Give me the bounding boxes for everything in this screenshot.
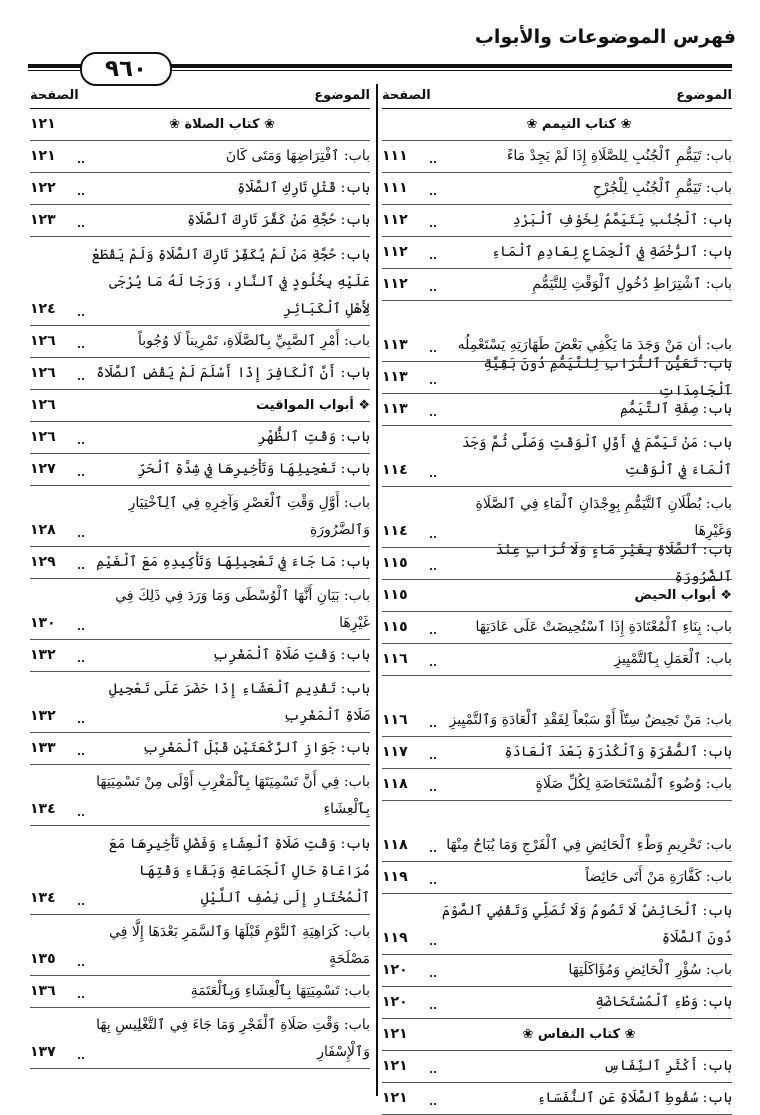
entry-page: ١١٦ bbox=[382, 712, 408, 728]
entry-page: ١٣٤ bbox=[30, 890, 56, 906]
index-entry bbox=[382, 426, 732, 487]
entry-title: باب: بَيَانِ أَنَّهَا ٱلْوُسْطَى وَمَا وَرَدَ فِي ذَلِكَ فِي غَيْرِهَا bbox=[115, 588, 370, 631]
leader-dots bbox=[78, 314, 84, 316]
leader-dots bbox=[78, 474, 84, 476]
entry-page: ١٣٢ bbox=[30, 647, 56, 663]
entry-title: ❖ أبواب الحيض bbox=[634, 588, 732, 603]
entry-title: باب: صِفَةِ ٱلتَّيَمُّمِ bbox=[619, 401, 732, 417]
right-entries bbox=[382, 109, 732, 1115]
entry-title: باب: وَقْتِ ٱلظُّهْرِ bbox=[257, 429, 370, 445]
entry-page: ١١٥ bbox=[382, 619, 408, 635]
leader-dots bbox=[78, 903, 84, 905]
entry-page: ١٣٢ bbox=[30, 708, 56, 724]
entry-page: ١١٣ bbox=[382, 401, 408, 417]
entry-page: ١٢٢ bbox=[30, 180, 56, 196]
page-header: الصفحة bbox=[30, 88, 79, 103]
entry-title: باب: وَقْتِ صَلَاةِ ٱلْعِشَاءِ وَفَضْلِ تَأْخِيرِهَا مَعَ مُرَاعَاةِ حَالِ ٱلْجَمَاعَةِ وَبَقَاءِ وَقْتِهَا ٱلْمُخْتَارِ إِلَى نِصْفِ ٱللَّيْلِ bbox=[108, 836, 370, 906]
entry-page: ١١٨ bbox=[382, 837, 408, 853]
index-entry bbox=[30, 1008, 370, 1069]
entry-title: باب: مَنْ تَيَمَّمَ فِي أَوَّلِ ٱلْوَقْتِ وَصَلَّى ثُمَّ وَجَدَ ٱلْمَاءَ فِي ٱلْوَقْتِ bbox=[461, 435, 732, 478]
leader-dots bbox=[430, 382, 436, 384]
leader-dots bbox=[78, 1057, 84, 1059]
index-entry bbox=[382, 394, 732, 426]
index-entry bbox=[382, 1083, 732, 1115]
section-heading bbox=[30, 109, 370, 141]
entry-page: ١١٨ bbox=[382, 776, 408, 792]
entry-title: باب: ٱفْتِرَاضِهَا وَمَتَى كَانَ bbox=[225, 148, 370, 164]
leader-dots bbox=[78, 535, 84, 537]
entry-title: باب: مَنْ تَحِيضُ سِتّاً أَوْ سَبْعاً لِفَقْدِ ٱلْعَادَةِ وَٱلتَّمْيِيزِ bbox=[449, 712, 732, 728]
page-number: ٩٦٠ bbox=[80, 52, 172, 86]
entry-page: ١١٩ bbox=[382, 930, 408, 946]
leader-dots bbox=[430, 664, 436, 666]
leader-dots bbox=[430, 1071, 436, 1073]
leader-dots bbox=[78, 161, 84, 163]
leader-dots bbox=[430, 882, 436, 884]
index-entry bbox=[382, 541, 732, 585]
entry-page: ١١٣ bbox=[382, 369, 408, 385]
entry-title: باب: وَقْتِ صَلَاةِ ٱلْمَغْرِبِ bbox=[212, 647, 370, 663]
entry-page: ١١٩ bbox=[382, 869, 408, 885]
leader-dots bbox=[430, 757, 436, 759]
index-entry bbox=[382, 769, 732, 801]
entry-page: ١٢٧ bbox=[30, 461, 56, 477]
index-entry bbox=[30, 205, 370, 237]
index-entry bbox=[382, 205, 732, 237]
index-entry bbox=[30, 976, 370, 1008]
leader-dots bbox=[430, 850, 436, 852]
right-column bbox=[382, 82, 732, 1115]
leader-dots bbox=[78, 193, 84, 195]
index-entry bbox=[30, 765, 370, 826]
index-entry bbox=[30, 237, 370, 326]
leader-dots bbox=[430, 789, 436, 791]
entry-page: ١٣٧ bbox=[30, 1044, 56, 1060]
entry-title: باب: تَقْدِيمِ ٱلْعَشَاءِ إِذَا حَضَرَ عَلَى تَعْجِيلِ صَلَاةِ ٱلْمَغْرِبِ bbox=[108, 681, 370, 724]
index-entry bbox=[382, 1051, 732, 1083]
leader-dots bbox=[430, 350, 436, 352]
entry-title: باب: قَتْلِ تَارِكِ ٱلصَّلَاةِ bbox=[237, 180, 370, 196]
entry-title: باب: أَنَّ ٱلْكَافِرَ إِذَا أَسْلَمَ لَمْ يَقْضِ ٱلصَّلَاةَ bbox=[96, 365, 370, 381]
leader-dots bbox=[430, 475, 436, 477]
leader-dots bbox=[78, 753, 84, 755]
index-entry bbox=[30, 422, 370, 454]
entry-page: ١١٦ bbox=[382, 651, 408, 667]
index-entry bbox=[30, 326, 370, 358]
entry-page: ١١٣ bbox=[382, 337, 408, 353]
entry-title: باب: حُجَّةِ مَنْ كَفَّرَ تَارِكَ ٱلصَّلَاةِ bbox=[187, 212, 370, 228]
entry-title: باب: مَا جَاءَ فِي تَعْجِيلِهَا وَتَأْكِيدِهِ مَعَ ٱلْغَيْمِ bbox=[96, 554, 370, 570]
entry-title: باب: ٱشْتِرَاطِ دُخُولِ ٱلْوَقْتِ لِلتَّيَمُّمِ bbox=[532, 276, 732, 292]
entry-title: ❀ كتاب النفاس ❀ bbox=[522, 1027, 636, 1042]
entry-page: ١٣٦ bbox=[30, 983, 56, 999]
entry-page: ١٣٤ bbox=[30, 801, 56, 817]
entry-page: ١٢١ bbox=[30, 116, 56, 132]
entry-title: باب: سُؤْرِ ٱلْحَائِضِ وَمُؤَاكَلَتِهَا bbox=[568, 962, 732, 978]
index-entry bbox=[382, 894, 732, 955]
entry-title: ❀ كتاب الصلاة ❀ bbox=[169, 117, 275, 132]
entry-title: باب: ٱلْعَمَلِ بِٱلتَّمْيِيزِ bbox=[614, 651, 732, 667]
entry-page: ١٢١ bbox=[382, 1090, 408, 1106]
entry-title: باب: ٱلْجُنُبِ يَتَيَمَّمُ لِخَوْفِ ٱلْبَرْدِ bbox=[512, 212, 732, 228]
leader-dots bbox=[78, 996, 84, 998]
entry-title: باب: تَحْرِيمِ وَطْءِ ٱلْحَائِضِ فِي ٱلْفَرْجِ وَمَا يُبَاحُ مِنْهَا bbox=[446, 837, 732, 853]
leader-dots bbox=[78, 378, 84, 380]
section-heading bbox=[382, 109, 732, 141]
entry-title: باب: بِنَاءِ ٱلْمُعْتَادَةِ إِذَا ٱسْتُحِيضَتْ عَلَى عَادَتِهَا bbox=[475, 619, 732, 635]
right-column-header bbox=[382, 82, 732, 109]
running-title: فهرس الموضوعات والأبواب bbox=[474, 26, 736, 48]
entry-page: ١١١ bbox=[382, 148, 408, 164]
entry-page: ١٢٠ bbox=[382, 994, 408, 1010]
entry-title: باب: فِي أَنَّ تَسْمِيَتَهَا بِٱلْمَغْرِبِ أَوْلَى مِنْ تَسْمِيَتِهَا بِٱلْعِشَاءِ bbox=[96, 774, 370, 817]
index-entry bbox=[382, 987, 732, 1019]
index-entry bbox=[382, 173, 732, 205]
entry-page: ١١٥ bbox=[382, 555, 408, 571]
leader-dots bbox=[78, 225, 84, 227]
index-entry bbox=[30, 486, 370, 547]
topic-header: الموضوع bbox=[676, 88, 732, 103]
index-entry bbox=[382, 355, 732, 399]
leader-dots bbox=[78, 628, 84, 630]
left-entries bbox=[30, 109, 370, 1069]
index-entry bbox=[382, 269, 732, 301]
leader-dots bbox=[430, 975, 436, 977]
index-entry bbox=[382, 612, 732, 644]
index-entry bbox=[382, 955, 732, 987]
entry-title: باب: أَوَّلِ وَقْتِ ٱلْعَصْرِ وَآخِرِهِ فِي ٱلِٱخْتِيَارِ وَٱلضَّرُورَةِ bbox=[128, 495, 370, 538]
leader-dots bbox=[78, 814, 84, 816]
index-entry bbox=[30, 454, 370, 486]
entry-title: باب: كَفَّارَةِ مَنْ أَتَى حَائِضاً bbox=[585, 869, 732, 885]
entry-title: باب: تَسْمِيَتِهَا بِٱلْعِشَاءِ وَبِٱلْعَتَمَةِ bbox=[190, 983, 370, 999]
entry-page: ١٢٦ bbox=[30, 397, 56, 413]
entry-title: باب: ٱلصُّفْرَةِ وَٱلْكُدْرَةِ بَعْدَ ٱلْعَادَةِ bbox=[504, 744, 732, 760]
index-entry bbox=[30, 358, 370, 390]
index-entry bbox=[30, 915, 370, 976]
index-entry bbox=[30, 640, 370, 672]
entry-title: باب: جَوَازِ ٱلرَّكْعَتَيْنِ قَبْلَ ٱلْمَغْرِبِ bbox=[142, 740, 370, 756]
entry-page: ١٢٦ bbox=[30, 333, 56, 349]
entry-title: باب: وَطْءِ ٱلْمُسْتَحَاضَةِ bbox=[595, 994, 732, 1010]
entry-page: ١١٧ bbox=[382, 744, 408, 760]
entry-title: باب: بُطْلَانِ ٱلتَّيَمُّمِ بِوِجْدَانِ ٱلْمَاءِ فِي ٱلصَّلَاةِ وَغَيْرِهَا bbox=[475, 496, 732, 539]
entry-page: ١٢١ bbox=[382, 1026, 408, 1042]
entry-page: ١١٤ bbox=[382, 523, 408, 539]
entry-page: ١٢٩ bbox=[30, 554, 56, 570]
subsection-heading bbox=[382, 580, 732, 612]
index-entry bbox=[382, 644, 732, 676]
entry-title: باب: ٱلرُّخْصَةِ فِي ٱلْجِمَاعِ لِعَادِمِ ٱلْمَاءِ bbox=[491, 244, 732, 260]
entry-title: باب: وَقْتِ صَلَاةِ ٱلْفَجْرِ وَمَا جَاءَ فِي ٱلتَّغْلِيسِ بِهَا وَٱلْإِسْفَارِ bbox=[96, 1017, 370, 1060]
index-entry bbox=[30, 672, 370, 733]
leader-dots bbox=[430, 1103, 436, 1105]
entry-page: ١٢١ bbox=[30, 148, 56, 164]
entry-title: باب: سُقُوطِ ٱلصَّلَاةِ عَنِ ٱلنُّفَسَاءِ bbox=[537, 1090, 732, 1106]
leader-dots bbox=[78, 964, 84, 966]
leader-dots bbox=[78, 346, 84, 348]
entry-title: باب: حُجَّةِ مَنْ لَمْ يُكَفِّرْ تَارِكَ ٱلصَّلَاةِ وَلَمْ يَقْطَعْ عَلَيْهِ بِخُلُودٍ فِي ٱلنَّارِ، وَرَجَا لَهُ مَا يُرْجَى لِأَهْلِ ٱلْكَبَائِرِ bbox=[91, 247, 370, 317]
leader-dots bbox=[430, 1007, 436, 1009]
entry-title: باب: وُضُوءِ ٱلْمُسْتَحَاضَةِ لِكُلِّ صَلَاةٍ bbox=[535, 776, 732, 792]
leader-dots bbox=[430, 257, 436, 259]
index-entry bbox=[30, 579, 370, 640]
entry-page: ١١٢ bbox=[382, 244, 408, 260]
leader-dots bbox=[430, 414, 436, 416]
page-header: الصفحة bbox=[382, 88, 431, 103]
entry-page: ١١١ bbox=[382, 180, 408, 196]
left-column bbox=[30, 82, 370, 1069]
leader-dots bbox=[430, 632, 436, 634]
leader-dots bbox=[78, 721, 84, 723]
entry-title: باب: أَمْرِ ٱلصَّبِيِّ بِٱلصَّلَاةِ، تَمْرِيناً لَا وُجُوباً bbox=[138, 333, 370, 349]
section-heading bbox=[382, 1019, 732, 1051]
index-entry bbox=[382, 801, 732, 862]
entry-title: باب: تَيَمُّمِ ٱلْجُنُبِ لِلصَّلَاةِ إِذَا لَمْ يَجِدْ مَاءً bbox=[506, 148, 732, 164]
entry-title: باب: ٱلصَّلَاةِ بِغَيْرِ مَاءٍ وَلَا تُرَابٍ عِنْدَ ٱلضَّرُورَةِ bbox=[495, 541, 732, 585]
entry-title: باب: تَعَيُّنِ ٱلتُّرَابِ لِلتَّيَمُّمِ دُونَ بَقِيَّةِ ٱلْجَامِدَاتِ bbox=[483, 355, 732, 399]
entry-page: ١١٥ bbox=[382, 587, 408, 603]
index-entry bbox=[30, 141, 370, 173]
entry-page: ١٢٦ bbox=[30, 429, 56, 445]
entry-title: باب: أَكْثَرِ ٱلنِّفَاسِ bbox=[603, 1058, 732, 1074]
entry-page: ١٣٣ bbox=[30, 740, 56, 756]
entry-page: ١٢٠ bbox=[382, 962, 408, 978]
leader-dots bbox=[430, 161, 436, 163]
entry-page: ١١٢ bbox=[382, 212, 408, 228]
index-entry bbox=[382, 676, 732, 737]
entry-page: ١٢٤ bbox=[30, 301, 56, 317]
index-entry bbox=[30, 826, 370, 915]
leader-dots bbox=[78, 567, 84, 569]
index-entry bbox=[382, 237, 732, 269]
index-entry bbox=[382, 862, 732, 894]
entry-title: باب: تَيَمُّمِ ٱلْجُنُبِ لِلْجُرْحِ bbox=[592, 180, 732, 196]
entry-page: ١٢٨ bbox=[30, 522, 56, 538]
entry-page: ١١٤ bbox=[382, 462, 408, 478]
entry-page: ١٣٥ bbox=[30, 951, 56, 967]
leader-dots bbox=[430, 289, 436, 291]
entry-page: ١٢١ bbox=[382, 1058, 408, 1074]
entry-title: باب: كَرَاهِيَةِ ٱلنَّوْمِ قَبْلَهَا وَٱلسَّمَرِ بَعْدَهَا إِلَّا فِي مَصْلَحَةٍ bbox=[109, 924, 370, 967]
entry-title: ❀ كتاب التيمم ❀ bbox=[526, 117, 632, 132]
index-entry bbox=[30, 547, 370, 579]
leader-dots bbox=[430, 225, 436, 227]
topic-header: الموضوع bbox=[314, 88, 370, 103]
leader-dots bbox=[430, 536, 436, 538]
index-entry bbox=[30, 733, 370, 765]
index-entry bbox=[382, 737, 732, 769]
leader-dots bbox=[430, 568, 436, 570]
left-column-header bbox=[30, 82, 370, 109]
entry-title: باب: تَعْجِيلِهَا وَتَأْخِيرِهَا فِي شِدَّةِ ٱلْحَرِّ bbox=[137, 461, 370, 477]
column-divider bbox=[376, 84, 378, 1096]
entry-title: باب: ٱلْحَائِضُ لَا تَصُومُ وَلَا تُصَلِّي وَتَقْضِي ٱلصَّوْمَ دُونَ ٱلصَّلَاةِ bbox=[441, 903, 732, 946]
subsection-heading bbox=[30, 390, 370, 422]
entry-page: ١٢٦ bbox=[30, 365, 56, 381]
leader-dots bbox=[430, 943, 436, 945]
entry-page: ١٢٣ bbox=[30, 212, 56, 228]
entry-title: ❖ أبواب المواقيت bbox=[256, 398, 370, 413]
leader-dots bbox=[78, 660, 84, 662]
index-entry bbox=[30, 173, 370, 205]
entry-page: ١٣٠ bbox=[30, 615, 56, 631]
leader-dots bbox=[430, 193, 436, 195]
index-entry bbox=[382, 141, 732, 173]
leader-dots bbox=[430, 725, 436, 727]
leader-dots bbox=[78, 442, 84, 444]
entry-title: باب: أن مَنْ وَجَدَ مَا يَكْفِي بَعْضَ طَهَارَتِهِ يَسْتَعْمِلُه bbox=[457, 337, 732, 353]
entry-page: ١١٢ bbox=[382, 276, 408, 292]
